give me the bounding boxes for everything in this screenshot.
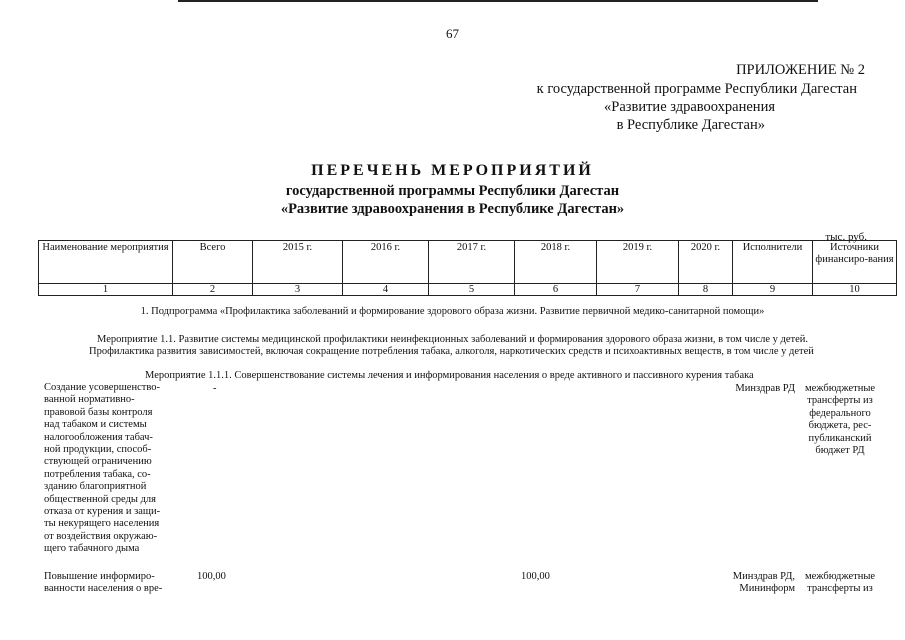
units-label: тыс. руб. [825,231,867,243]
appendix-line-2: к государственной программе Республики Дагестан [536,81,857,97]
header-cell: 2020 г. [679,241,733,284]
top-scan-rule [178,0,818,2]
document-subtitle-1: государственной программы Республики Дагестан [285,183,620,199]
header-cell: 2016 г. [343,241,429,284]
header-cell: Исполнители [733,241,813,284]
table-row-1-executor: Минздрав РД [735,383,795,394]
column-number: 5 [429,284,515,296]
header-cell: 2018 г. [515,241,597,284]
page-number: 67 [446,26,459,41]
measure-1-1-line-1: Мероприятие 1.1. Развитие системы медицинской профилактики неинфекционных заболеваний и формирования здорового образа жизни, в том числе у детей. [97,334,808,345]
appendix-line-4: в Республике Дагестан» [616,117,765,133]
document-subtitle-2: «Развитие здравоохранения в Республике Дагестан» [280,201,625,217]
table-row-2-name: Повышение информиро- ванности населения о вре- [44,571,163,595]
appendix-line-3: «Развитие здравоохранения [604,99,775,115]
column-number: 6 [515,284,597,296]
table-row-2-source: межбюджетные трансферты из [804,571,876,595]
header-cell: 2017 г. [429,241,515,284]
column-number: 3 [253,284,343,296]
table-row-1-source: межбюджетные трансферты из федерального бюджета, рес- публиканский бюджет РД [804,383,876,457]
column-number: 10 [813,284,897,296]
document-title: ПЕРЕЧЕНЬ МЕРОПРИЯТИЙ [311,162,594,179]
appendix-line-1: ПРИЛОЖЕНИЕ № 2 [736,62,865,78]
header-cell: Наименование мероприятия [39,241,173,284]
column-number: 2 [173,284,253,296]
column-number: 9 [733,284,813,296]
header-cell: 2015 г. [253,241,343,284]
column-number: 4 [343,284,429,296]
measure-1-1-line-2: Профилактика развития зависимостей, включая сокращение потребления табака, алкоголя, наркотических средств и психоактивных веществ, в том числе у детей [89,346,814,357]
table-row-1-name: Создание усовершенство- ванной нормативно- правовой базы контроля над табаком и системы налогообложения табач- ной продукции, способ- ствующей ограничению потребления табака, со- зданию благоприятной общественной среды для отказа от курения и защи- ты некурящего населения от воздействия окружаю- щего табачного дыма [44,382,161,555]
table-row-2-executor: Минздрав РД, Мининформ [732,571,795,595]
column-number: 1 [39,284,173,296]
header-row [39,241,897,284]
table-row-2-total: 100,00 [197,571,226,582]
header-cell: Источники финансиро-вания [813,241,897,284]
column-number: 7 [597,284,679,296]
table-row-1-total: - [213,383,217,394]
header-cell: 2019 г. [597,241,679,284]
column-number: 8 [679,284,733,296]
header-cell: Всего [173,241,253,284]
table-row-2-2018: 100,00 [521,571,550,582]
measures-table-header [38,240,897,296]
column-number-row [39,284,897,296]
subprogram-heading: 1. Подпрограмма «Профилактика заболеваний и формирование здорового образа жизни. Развитие первичной медико-санитарной помощи» [140,306,765,317]
measure-1-1-1-heading: Мероприятие 1.1.1. Совершенствование системы лечения и информирования населения о вреде активного и пассивного курения табака [145,370,754,381]
